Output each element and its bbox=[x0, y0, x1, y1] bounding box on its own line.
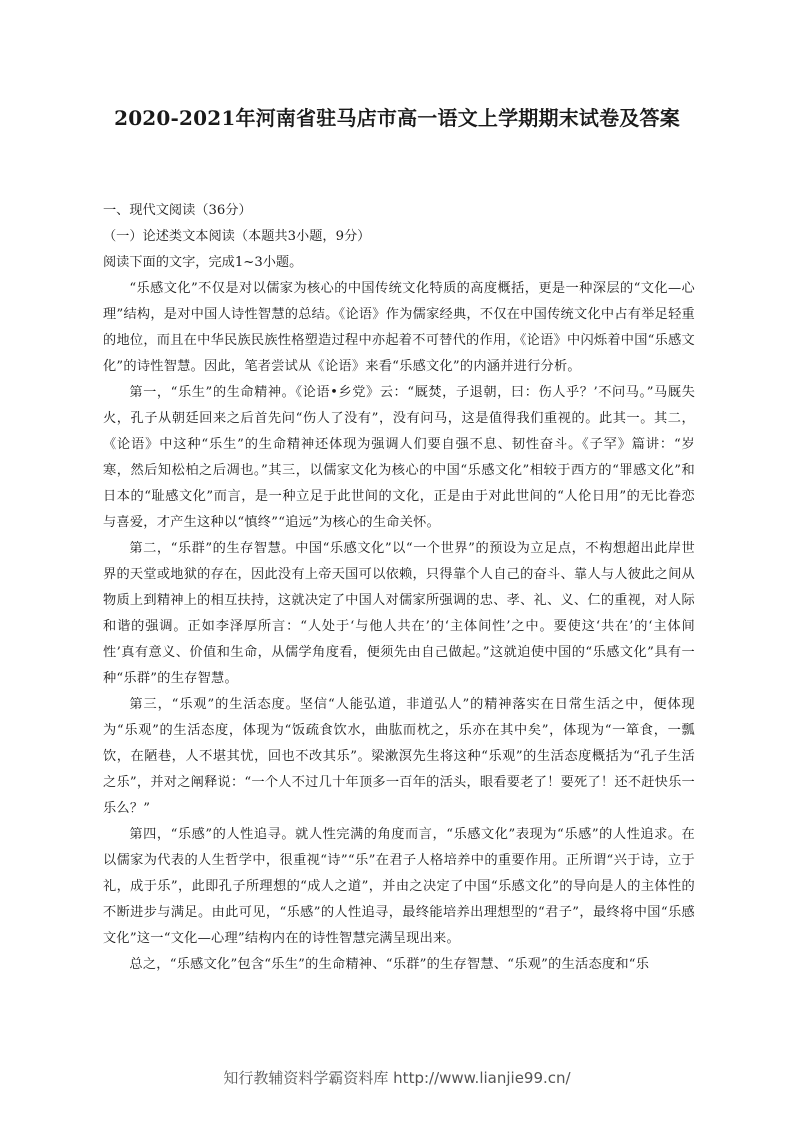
paragraph-second-point: 第二，“乐群”的生存智慧。中国“乐感文化”以“一个世界”的预设为立足点，不构想超出此岸世界的天堂或地狱的存在，因此没有上帝天国可以依赖，只得靠个人自己的奋斗、靠人与人彼此之间从物质上到精神上的相互扶持，这就决定了中国人对儒家所强调的忠、孝、礼、义、仁的重视，对人际和谐的强调。正如李泽厚所言：“人处于‘与他人共在’的‘主体间性’之中。要使这‘共在’的‘主体间性’真有意义、价值和生命，从儒学角度看，便须先由自己做起。”这就迫使中国的“乐感文化”具有一种“乐群”的生存智慧。 bbox=[103, 541, 695, 686]
paragraph-third-point: 第三，“乐观”的生活态度。坚信“人能弘道，非道弘人”的精神落实在日常生活之中，便体现为“乐观”的生活态度，体现为“饭疏食饮水，曲肱而枕之，乐亦在其中矣”，体现为“一箪食，一瓢饮，在陋巷，人不堪其忧，回也不改其乐”。梁漱溟先生将这种“乐观”的生活态度概括为“孔子生活之乐”，并对之阐释说：“一个人不过几十年顶多一百年的活头，眼看要老了！要死了！还不赶快乐一乐么？” bbox=[103, 697, 695, 816]
paragraph-summary: 总之，“乐感文化”包含“乐生”的生命精神、“乐群”的生存智慧、“乐观”的生活态度和“乐 bbox=[129, 957, 650, 972]
page-title: 2020-2021年河南省驻马店市高一语文上学期期末试卷及答案 bbox=[114, 106, 680, 130]
document-body bbox=[103, 198, 695, 978]
subsection-heading: （一）论述类文本阅读（本题共3小题，9分） bbox=[103, 229, 371, 244]
paragraph-first-point: 第一，“乐生”的生命精神。《论语•乡党》云：“厩焚，子退朝，曰：伤人乎？’不问马。”马厩失火，孔子从朝廷回来之后首先问“伤人了没有”，没有问马，这是值得我们重视的。此其一。其二，《论语》中这种“乐生”的生命精神还体现为强调人们要自强不息、韧性奋斗。《子罕》篇讲：“岁寒，然后知松柏之后凋也。”其三，以儒家文化为核心的中国“乐感文化”相较于西方的“罪感文化”和日本的“耻感文化”而言，是一种立足于此世间的文化，正是由于对此世间的“人伦日用”的无比眷恋与喜爱，才产生这种以“慎终”“追远”为核心的生命关怀。 bbox=[103, 385, 695, 530]
paragraph-fourth-point: 第四，“乐感”的人性追寻。就人性完满的角度而言，“乐感文化”表现为“乐感”的人性追求。在以儒家为代表的人生哲学中，很重视“诗”“乐”在君子人格培养中的重要作用。正所谓“兴于诗，立于礼，成于乐”，此即孔子所理想的“成人之道”，并由之决定了中国“乐感文化”的导向是人的主体性的不断进步与满足。由此可见，“乐感”的人性追寻，最终能培养出理想型的“君子”，最终将中国“乐感文化”这一“文化—心理”结构内在的诗性智慧完满呈现出来。 bbox=[103, 827, 695, 946]
footer-watermark: 知行教辅资料学霸资料库 http://www.lianjie99.cn/ bbox=[223, 1069, 571, 1087]
paragraph-intro: “乐感文化”不仅是对以儒家为核心的中国传统文化特质的高度概括，更是一种深层的“文化—心理”结构，是对中国人诗性智慧的总结。《论语》作为儒家经典，不仅在中国传统文化中占有举足轻重的地位，而且在中华民族民族性格塑造过程中亦起着不可替代的作用，《论语》中闪烁着中国“乐感文化”的诗性智慧。因此，笔者尝试从《论语》来看“乐感文化”的内涵并进行分析。 bbox=[103, 281, 695, 374]
reading-instruction: 阅读下面的文字，完成1~3小题。 bbox=[103, 255, 303, 270]
section-heading: 一、现代文阅读（36分） bbox=[103, 203, 252, 218]
